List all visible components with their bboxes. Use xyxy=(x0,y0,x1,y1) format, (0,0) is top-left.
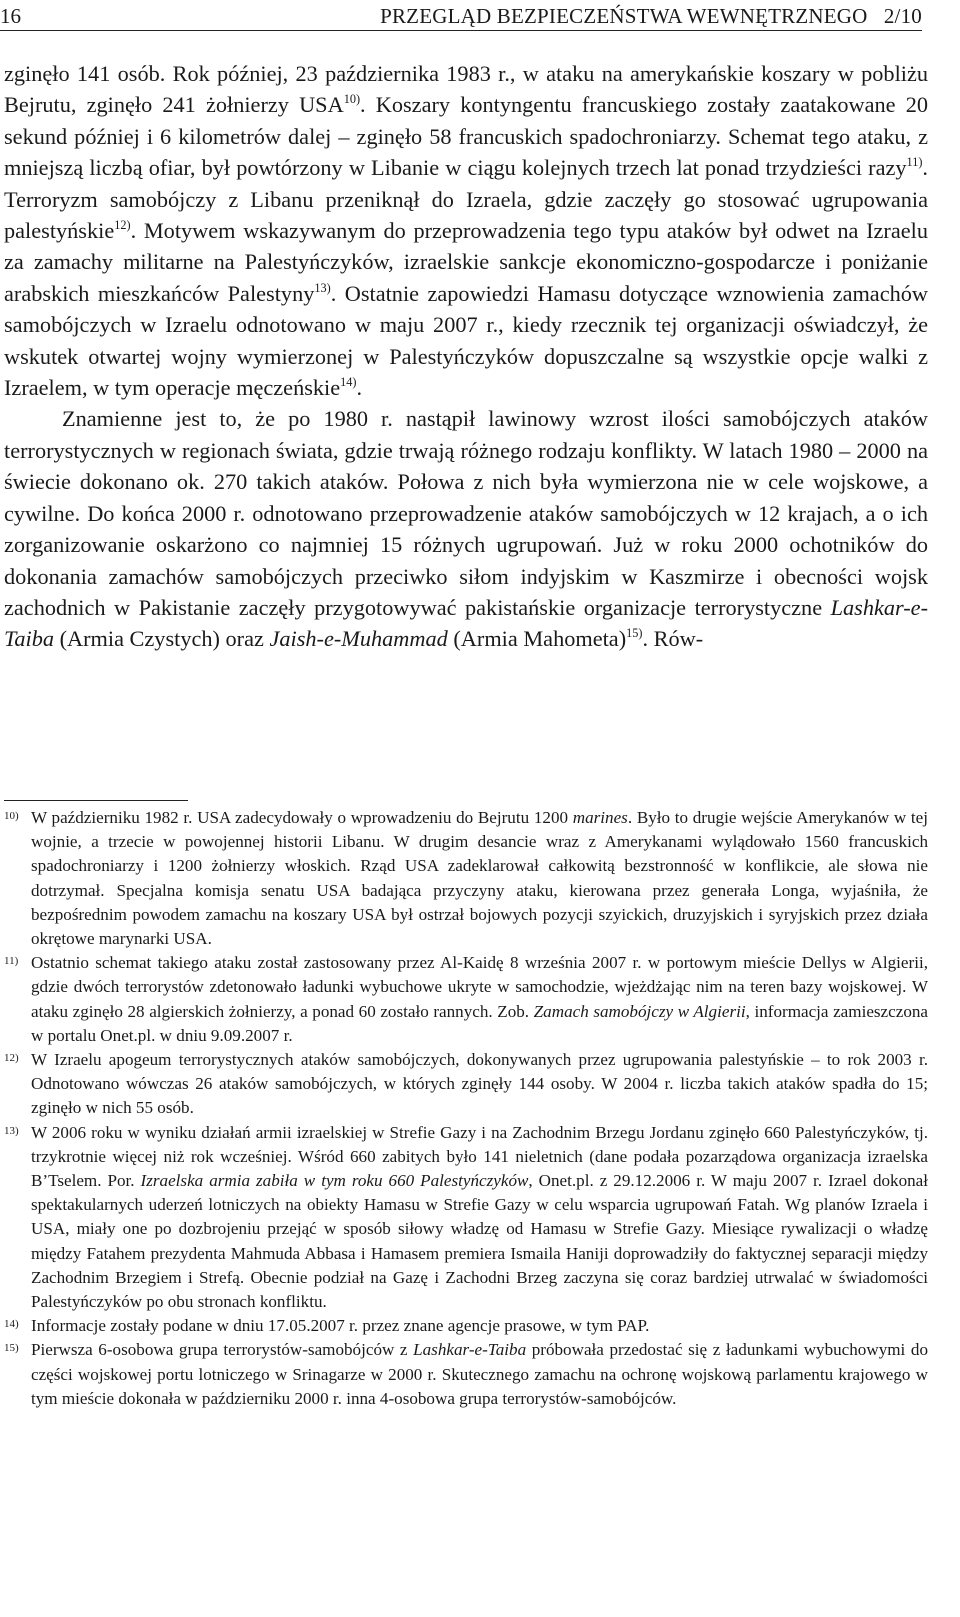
footnote-ref-15[interactable]: 15) xyxy=(626,626,643,641)
footnote-ref-11[interactable]: 11) xyxy=(906,155,923,170)
footnote-10 xyxy=(4,806,928,951)
page-number: 16 xyxy=(0,4,21,28)
footnote-ref-14[interactable]: 14) xyxy=(340,374,357,389)
footnote-ref-13[interactable]: 13) xyxy=(314,280,331,295)
running-title: PRZEGLĄD BEZPIECZEŃSTWA WEWNĘTRZNEGO 2/10 xyxy=(380,4,922,28)
footnote-number: 14) xyxy=(4,1318,19,1331)
footnote-13 xyxy=(4,1121,928,1315)
footnote-number: 13) xyxy=(4,1124,19,1137)
org-name-lashkar: Lashkar-e-Taiba xyxy=(4,594,928,652)
footnote-separator xyxy=(4,800,188,801)
footnote-15 xyxy=(4,1338,928,1411)
footnote-ref-12[interactable]: 12) xyxy=(114,217,131,232)
footnote-text: W październiku 1982 r. USA zadecydowały o wprowadzeniu do Bejrutu 1200 marines. Było to drugie wejście Amerykanów w tej wojnie, a trzecie w powojennej historii Libanu. W drugim desancie wraz z Amerykanami wylądowało 1560 francuskich spadochroniarzy i 1200 żołnierzy włoskich. Rząd USA zadeklarował całkowitą bezstronność w konflikcie, ale słowa nie dotrzymał. Specjalna komisja senatu USA badająca przyczyny ataku, kierowana przez generała Longa, wyjaśniła, że bezpośrednim powodem zamachu na koszary USA był ostrzał bojowych pozycji szyickich, druzyjskich i syryjskich przez działa okrętowe marynarki USA. xyxy=(31,808,929,949)
footnote-ref-10[interactable]: 10) xyxy=(343,92,361,107)
footnote-12 xyxy=(4,1048,928,1121)
footnote-number: 10) xyxy=(4,810,19,822)
footnote-number: 11) xyxy=(4,955,19,968)
main-text xyxy=(4,58,928,655)
footnote-text: Informacje zostały podane w dniu 17.05.2007 r. przez znane agencje prasowe, w tym PAP. xyxy=(31,1316,650,1336)
footnote-14 xyxy=(4,1314,928,1338)
footnote-text: W Izraelu apogeum terrorystycznych ataków samobójczych, dokonywanych przez ugrupowania palestyńskie – to rok 2003 r. Odnotowano wówczas 26 ataków samobójczych, w których zginęły 144 osoby. W 2004 r. liczba takich ataków spadła do 15; zginęło w nich 55 osób. xyxy=(31,1050,928,1118)
footnote-text: Pierwsza 6-osobowa grupa terrorystów-samobójców z Lashkar-e-Taiba próbowała przedostać się z ładunkami wybuchowymi do części wojskowej portu lotniczego w Srinagarze w 2000 r. Skutecznego zamachu na ochronę wojskową parlamentu krajowego w tym mieście dokonała w październiku 2000 r. inna 4-osobowa grupa terrorystów-samobójców. xyxy=(31,1340,928,1408)
paragraph-1: zginęło 141 osób. Rok później, 23 października 1983 r., w ataku na amerykańskie koszary w pobliżu Bejrutu, zginęło 241 żołnierzy USA$^{10)}$. Koszary kontyngentu francuskiego zostały zaatakowane 20 sekund później i 6 kilometrów dalej – zginęło 58 francuskich spadochroniarzy. Schemat tego ataku, z mniejszą liczbą ofiar, był powtórzony w Libanie w ciągu kolejnych trzech lat ponad trzydzieści razy$^{11)}$. Terroryzm samobójczy z Libanu przeniknął do Izraela, gdzie zaczęły go stosować ugrupowania palestyńskie$^{12)}$. Motywem wskazywanym do przeprowadzenia tego typu ataków był odwet na Izraelu za zamachy militarne na Palestyńczyków, izraelskie sankcje ekonomiczno-gospodarcze i poniżanie arabskich mieszkańców Palestyny$^{13)}$. Ostatnie zapowiedzi Hamasu dotyczące wznowienia zamachów samobójczych w Izraelu odnotowano w maju 2007 r., kiedy rzecznik tej organizacji oświadczył, że wskutek otwartej wojny wymierzonej w Palestyńczyków dopuszczalne są wszystkie opcje walki z Izraelem, w tym operacje męczeńskie$^{14)}$. xyxy=(4,61,928,401)
paragraph-2: Znamienne jest to, że po 1980 r. nastąpił lawinowy wzrost ilości samobójczych ataków terrorystycznych w regionach świata, gdzie trwają różnego rodzaju konflikty. W latach 1980 – 2000 na świecie dokonano ok. 270 takich ataków. Połowa z nich była wymierzona nie w cele wojskowe, a cywilne. Do końca 2000 r. odnotowano przeprowadzenie ataków samobójczych w 12 krajach, a o ich zorganizowanie oskarżono co najmniej 15 różnych ugrupowań. Już w roku 2000 ochotników do dokonania zamachów samobójczych przeciwko siłom indyjskim w Kaszmirze i obecności wojsk zachodnich w Pakistanie zaczęły przygotowywać pakistańskie organizacje terrorystyczne Lashkar-e-Taiba (Armia Czystych) oraz Jaish-e-Muhammad (Armia Mahometa)$^{15)}$. Rów- xyxy=(4,406,928,652)
footnote-11 xyxy=(4,951,928,1048)
footnote-number: 12) xyxy=(4,1052,19,1065)
running-header xyxy=(0,4,922,31)
footnote-number: 15) xyxy=(4,1342,19,1355)
footnote-text: W 2006 roku w wyniku działań armii izraelskiej w Strefie Gazy i na Zachodnim Brzegu Jordanu zginęło 660 Palestyńczyków, tj. trzykrotnie więcej niż rok wcześniej. Wśród 660 zabitych było 141 nieletnich (dane podała pozarządowa organizacja izraelska B’Tselem. Por. Izraelska armia zabiła w tym roku 660 Palestyńczyków, Onet.pl. z 29.12.2006 r. W maju 2007 r. Izrael dokonał spektakularnych uderzeń lotniczych na obiekty Hamasu w Strefie Gazy w celu wsparcia ugrupowań Fatah. Wg planów Izraela i USA, miały one po dozbrojeniu przejąć w sposób siłowy władzę od Hamasu w Strefie Gazy. Miesiące rywalizacji o władzę między Fatahem prezydenta Mahmuda Abbasa i Hamasem premiera Ismaila Haniji doprowadziły do faktycznej separacji między Zachodnim Brzegiem i Strefą. Obecnie podział na Gazę i Zachodni Brzeg zaczyna się coraz bardziej utrwalać w świadomości Palestyńczyków po obu stronach konfliktu. xyxy=(31,1122,929,1312)
org-name-jaish: Jaish-e-Muhammad xyxy=(269,626,448,652)
footnote-text: Ostatnio schemat takiego ataku został zastosowany przez Al-Kaidę 8 września 2007 r. w portowym mieście Dellys w Algierii, gdzie dwóch terrorystów zdetonowało ładunki wybuchowe ukryte w samochodzie, wjeżdżając nim na teren bazy wojskowej. W ataku zginęło 28 algierskich żołnierzy, a ponad 60 zostało rannych. Zob. Zamach samobójczy w Algierii, informacja zamieszczona w portalu Onet.pl. w dniu 9.09.2007 r. xyxy=(31,953,928,1045)
footnotes xyxy=(4,806,928,1411)
